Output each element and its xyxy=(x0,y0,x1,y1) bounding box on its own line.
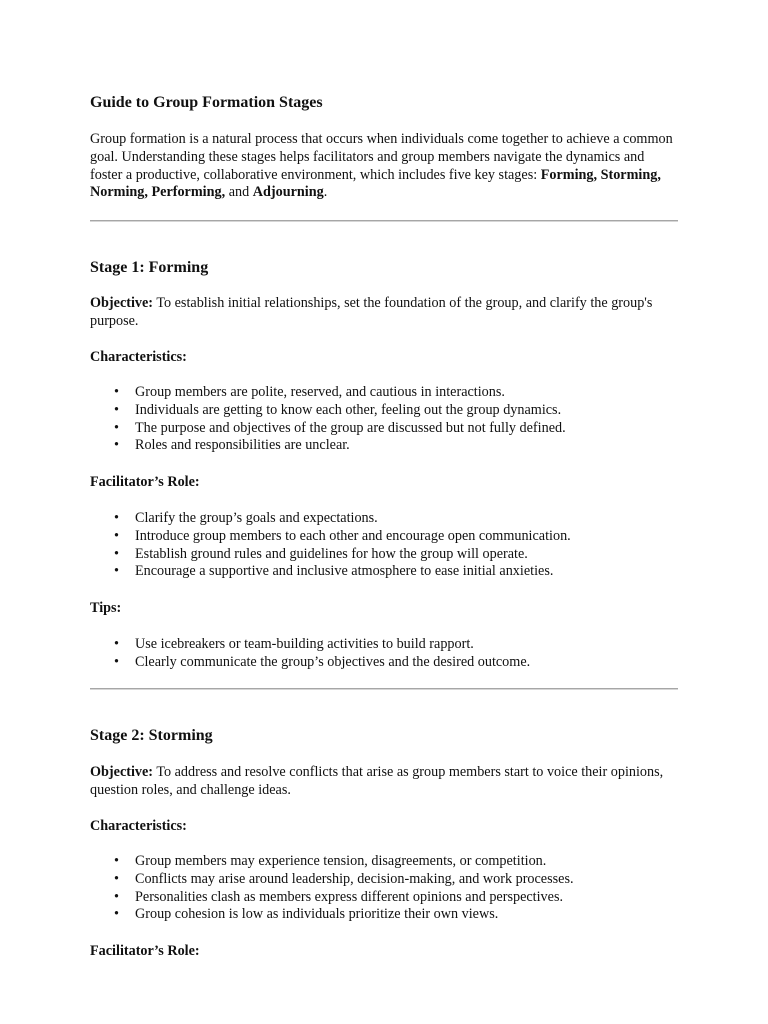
list-item: • Roles and responsibilities are unclear. xyxy=(135,437,678,455)
stage2-objective xyxy=(90,764,678,800)
stage1-characteristics-label: Characteristics: xyxy=(90,349,187,365)
intro-last-stage: Adjourning xyxy=(252,184,324,201)
stage1-objective xyxy=(90,295,678,331)
list-item: • Clarify the group’s goals and expectations. xyxy=(135,510,678,528)
section-divider xyxy=(90,688,678,690)
list-item: • The purpose and objectives of the group are discussed but not fully defined. xyxy=(135,420,678,438)
section-divider xyxy=(90,220,678,222)
stage1-tips-list xyxy=(90,636,678,672)
list-item: • Conflicts may arise around leadership, decision-making, and work processes. xyxy=(135,871,678,889)
intro-period: . xyxy=(323,184,328,201)
list-item: • Group cohesion is low as individuals prioritize their own views. xyxy=(135,906,678,924)
list-item: • Group members are polite, reserved, and cautious in interactions. xyxy=(135,384,678,402)
document-title: Guide to Group Formation Stages xyxy=(90,94,323,111)
stage1-objective-text: To establish initial relationships, set the foundation of the group, and clarify the group's purpose. xyxy=(90,295,653,329)
list-item: • Personalities clash as members express different opinions and perspectives. xyxy=(135,889,678,907)
intro-text: Group formation is a natural process that occurs when individuals come together to achieve a common goal. Understanding these stages helps facilitators and group members navigate the dynamics and foster a productive, collaborative environment, which includes five key stages: xyxy=(90,131,673,183)
stage2-characteristics-label: Characteristics: xyxy=(90,818,187,834)
list-item: • Encourage a supportive and inclusive atmosphere to ease initial anxieties. xyxy=(135,563,678,581)
stage1-objective-label: Objective: xyxy=(90,295,154,311)
stage1-tips-label: Tips: xyxy=(90,600,122,616)
stage1-role-list xyxy=(90,510,678,581)
stage2-objective-text: To address and resolve conflicts that arise as group members start to voice their opinions, question roles, and challenge ideas. xyxy=(90,764,664,798)
intro-stages-bold: Forming, Storming, Norming, Performing, xyxy=(90,166,661,201)
stage2-heading: Stage 2: Storming xyxy=(90,727,213,744)
stage1-heading: Stage 1: Forming xyxy=(90,259,209,276)
stage2-characteristics-list xyxy=(90,853,678,924)
list-item: • Group members may experience tension, disagreements, or competition. xyxy=(135,853,678,871)
list-item: • Introduce group members to each other and encourage open communication. xyxy=(135,528,678,546)
stage1-role-label: Facilitator’s Role: xyxy=(90,474,200,490)
list-item: • Individuals are getting to know each other, feeling out the group dynamics. xyxy=(135,402,678,420)
stage2-role-label: Facilitator’s Role: xyxy=(90,943,200,959)
list-item: • Use icebreakers or team-building activities to build rapport. xyxy=(135,636,678,654)
stage2-objective-label: Objective: xyxy=(90,764,154,780)
stage1-characteristics-list xyxy=(90,384,678,455)
list-item: • Clearly communicate the group’s objectives and the desired outcome. xyxy=(135,654,678,672)
intro-paragraph xyxy=(90,131,678,202)
intro-and: and xyxy=(225,184,253,201)
list-item: • Establish ground rules and guidelines for how the group will operate. xyxy=(135,546,678,564)
